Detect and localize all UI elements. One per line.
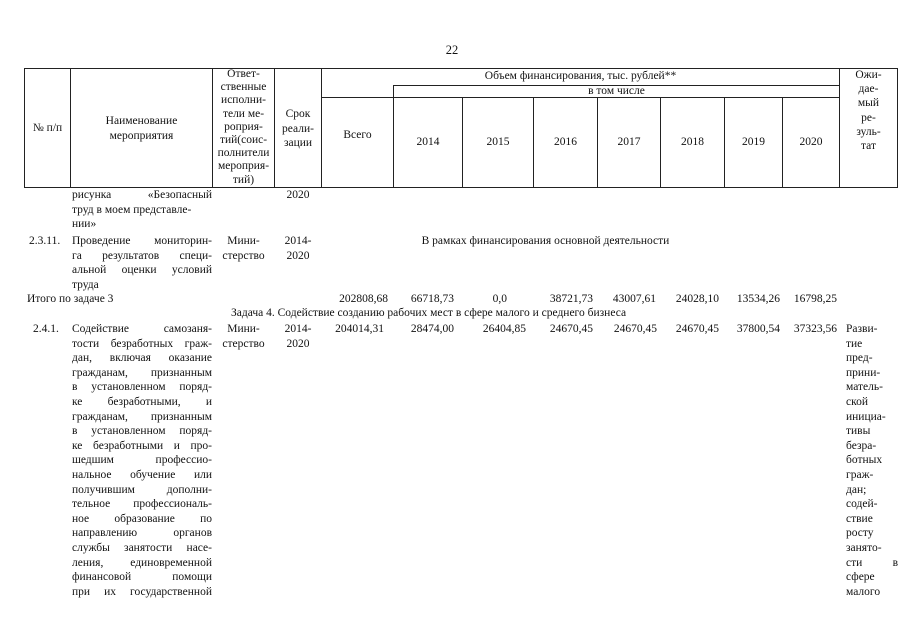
row-2311-responsible: Мини- стерство bbox=[222, 235, 265, 262]
total-task3-2018: 24028,10 bbox=[675, 293, 719, 305]
header-result: Ожи- дае- мый ре- зуль- тат bbox=[855, 69, 882, 153]
header-year-2018: 2018 bbox=[681, 136, 704, 148]
total-task3-2019: 13534,26 bbox=[736, 293, 780, 305]
total-task3-2020: 16798,25 bbox=[793, 293, 837, 305]
header-year-2019: 2019 bbox=[742, 136, 765, 148]
row-2311-name: Проведение мониторин- га результатов специ- альной оценки условий труда bbox=[72, 235, 212, 291]
row-241-2015: 26404,85 bbox=[482, 323, 526, 335]
task4-title: Задача 4. Содействие созданию рабочих мест в сфере малого и среднего бизнеса bbox=[231, 307, 627, 319]
row-241-result: Разви- тие пред- прини- матель- ской инициа- тивы безра- ботных граж- дан; содей- ствие росту занято- сти в сфере малого bbox=[846, 323, 898, 598]
cont-row-name: рисунка «Безопасный bbox=[72, 189, 212, 201]
total-task3-2015: 0,0 bbox=[492, 293, 507, 305]
row-241-name: Содействие самозаня- тости безработных граж- дан, включая оказание гражданам, признанным в установленном поряд- ке безработными, и гражданам, признанным в установленном поряд- ке безработными и про- шедшим профессио- нальное обучение или получившим дополни- тельное профессиональ- ное образование по направлению органов службы занятости насе- ления, единовременной финансовой помощи при их государственной bbox=[72, 323, 212, 598]
header-year-2017: 2017 bbox=[617, 136, 641, 148]
row-2311-num: 2.3.11. bbox=[29, 235, 61, 247]
total-task3-2016: 38721,73 bbox=[549, 293, 593, 305]
header-responsible: Ответ- ственные исполни- тели ме- роприя- тий(соис- полнители мероприя- тий) bbox=[217, 68, 270, 186]
cont-row-name-rest: труд в моем представле- нии» bbox=[72, 203, 192, 231]
row-241-num: 2.4.1. bbox=[33, 323, 59, 335]
header-name: Наименование мероприятия bbox=[105, 115, 178, 142]
header-total: Всего bbox=[343, 129, 372, 141]
header-including: в том числе bbox=[588, 85, 645, 97]
header-year-2020: 2020 bbox=[799, 136, 823, 148]
total-task3-2014: 66718,73 bbox=[410, 293, 454, 305]
cont-row-term: 2020 bbox=[286, 189, 310, 201]
row-241-2018: 24670,45 bbox=[675, 323, 719, 335]
header-num: № п/п bbox=[32, 122, 63, 134]
row-2311-funding-note: В рамках финансирования основной деятельности bbox=[421, 235, 670, 247]
row-241-2014: 28474,00 bbox=[410, 323, 454, 335]
header-funding: Объем финансирования, тыс. рублей** bbox=[484, 70, 677, 82]
row-241-term: 2014- 2020 bbox=[284, 323, 312, 350]
total-task3-2017: 43007,61 bbox=[612, 293, 656, 305]
row-241-total: 204014,31 bbox=[335, 323, 384, 335]
page-number: 22 bbox=[445, 43, 459, 57]
row-241-responsible: Мини- стерство bbox=[222, 323, 265, 350]
row-241-2017: 24670,45 bbox=[613, 323, 657, 335]
header-year-2014: 2014 bbox=[416, 136, 440, 148]
row-241-2016: 24670,45 bbox=[549, 323, 593, 335]
row-241-2020: 37323,56 bbox=[793, 323, 837, 335]
header-term: Срок реали- зации bbox=[282, 108, 314, 150]
row-241-2019: 37800,54 bbox=[736, 323, 780, 335]
row-2311-term: 2014- 2020 bbox=[284, 235, 312, 262]
header-year-2015: 2015 bbox=[486, 136, 510, 148]
header-year-2016: 2016 bbox=[554, 136, 577, 148]
total-task3-total: 202808,68 bbox=[339, 293, 388, 305]
total-task3-label: Итого по задаче 3 bbox=[27, 293, 114, 305]
